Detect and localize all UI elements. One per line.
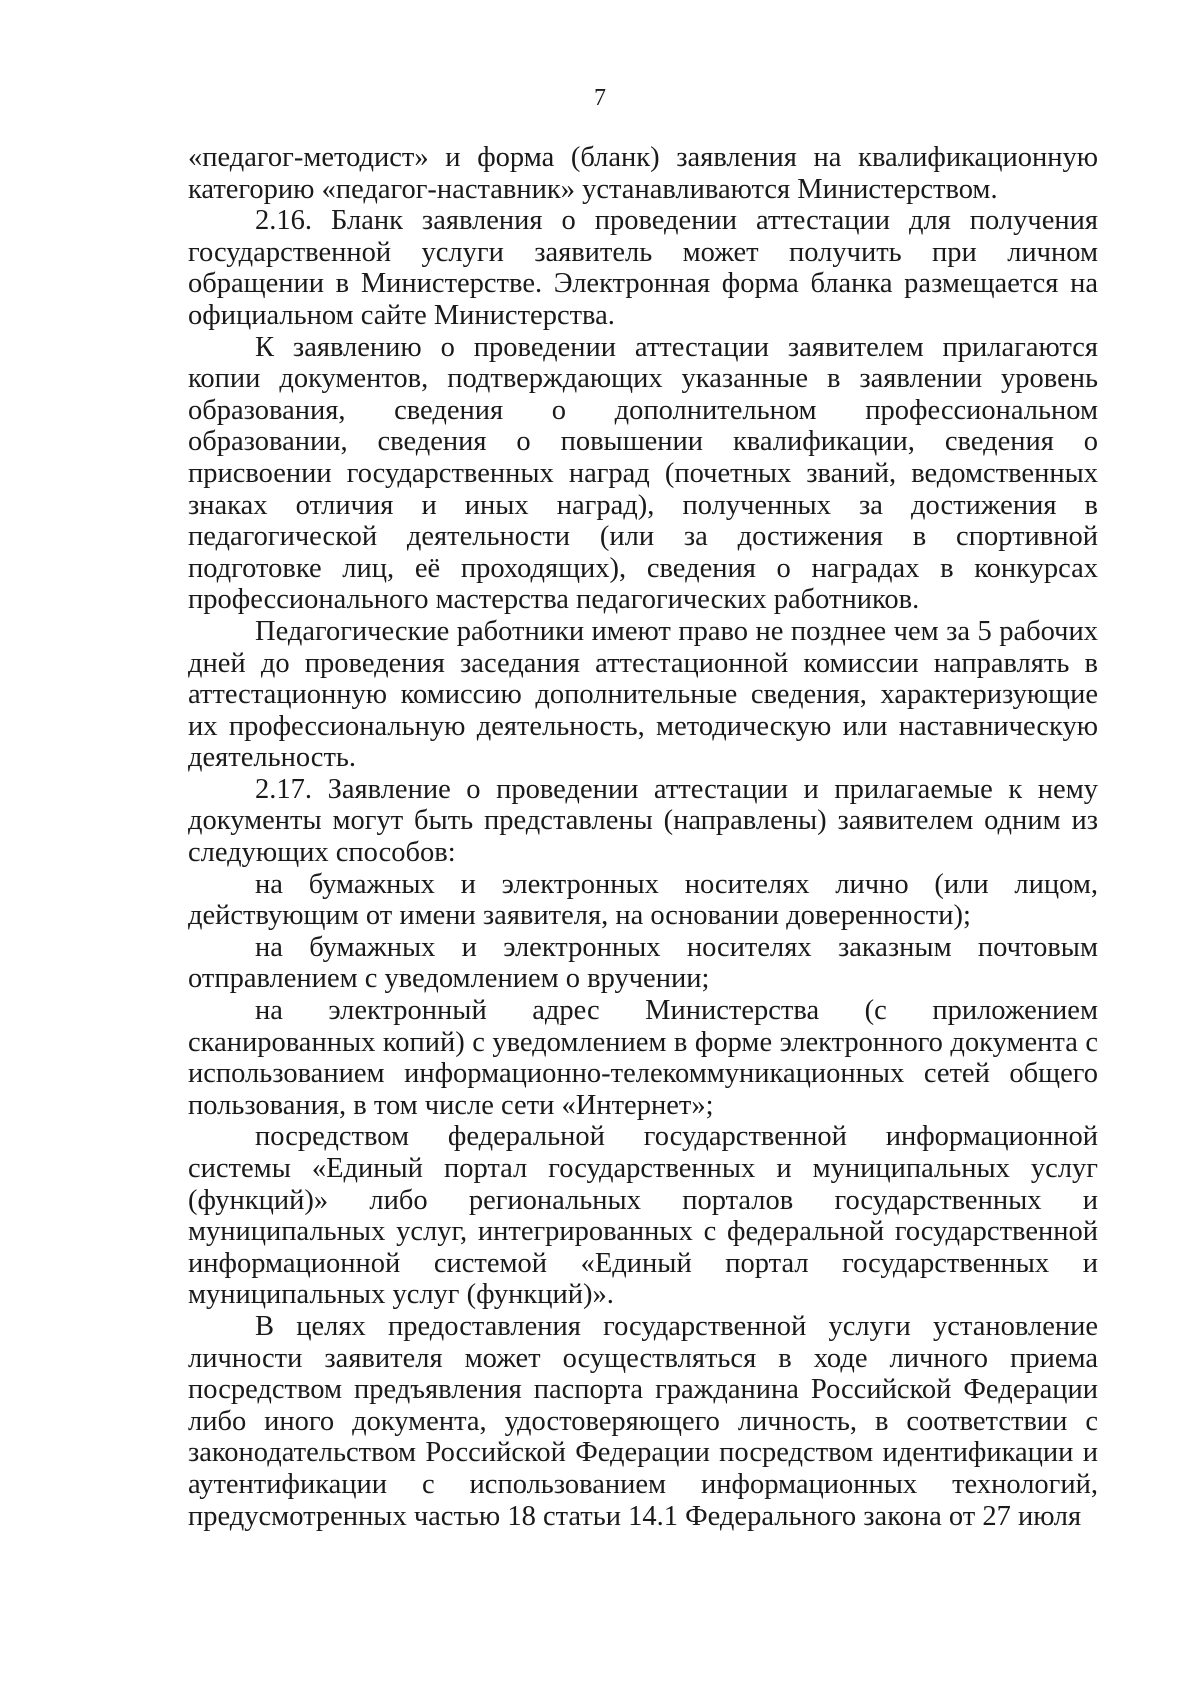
list-item-personal: на бумажных и электронных носителях лично (или лицом, действующим от имени заявителя, на основании доверенности); [188,868,1098,932]
list-item-email: на электронный адрес Министерства (с приложением сканированных копий) с уведомлением в форме электронного документа с использованием информационно-телекоммуникационных сетей общего пользования, в том числе сети «Интернет»; [188,995,1098,1121]
paragraph-2-17: 2.17. Заявление о проведении аттестации и прилагаемые к нему документы могут быть представлены (направлены) заявителем одним из следующих способов: [188,773,1098,869]
list-item-portal: посредством федеральной государственной информационной системы «Единый портал государственных и муниципальных услуг (функций)» либо региональных порталов государственных и муниципальных услуг, интегрированных с федеральной государственной информационной системой «Единый портал государственных и муниципальных услуг (функций)». [188,1121,1098,1311]
document-body [188,142,1098,1532]
paragraph-2-16: 2.16. Бланк заявления о проведении аттестации для получения государственной услуги заявитель может получить при личном обращении в Министерстве. Электронная форма бланка размещается на официальном сайте Министерства. [188,205,1098,331]
list-item-mail: на бумажных и электронных носителях заказным почтовым отправлением с уведомлением о вручении; [188,931,1098,995]
paragraph-identification: В целях предоставления государственной услуги установление личности заявителя может осуществляться в ходе личного приема посредством предъявления паспорта гражданина Российской Федерации либо иного документа, удостоверяющего личность, в соответствии с законодательством Российской Федерации посредством идентификации и аутентификации с использованием информационных технологий, предусмотренных частью 18 статьи 14.1 Федерального закона от 27 июля [188,1310,1098,1532]
paragraph-additional-info: Педагогические работники имеют право не позднее чем за 5 рабочих дней до проведения заседания аттестационной комиссии направлять в аттестационную комиссию дополнительные сведения, характеризующие их профессиональную деятельность, методическую или наставническую деятельность. [188,615,1098,774]
paragraph-continuation: «педагог-методист» и форма (бланк) заявления на квалификационную категорию «педагог-наставник» устанавливаются Министерством. [188,142,1098,205]
paragraph-attachments: К заявлению о проведении аттестации заявителем прилагаются копии документов, подтверждающих указанные в заявлении уровень образования, сведения о дополнительном профессиональном образовании, сведения о повышении квалификации, сведения о присвоении государственных наград (почетных званий, ведомственных знаках отличия и иных наград), полученных за достижения в педагогической деятельности (или за достижения в спортивной подготовке лиц, её проходящих), сведения о наградах в конкурсах профессионального мастерства педагогических работников. [188,331,1098,616]
page-number: 7 [594,85,606,111]
